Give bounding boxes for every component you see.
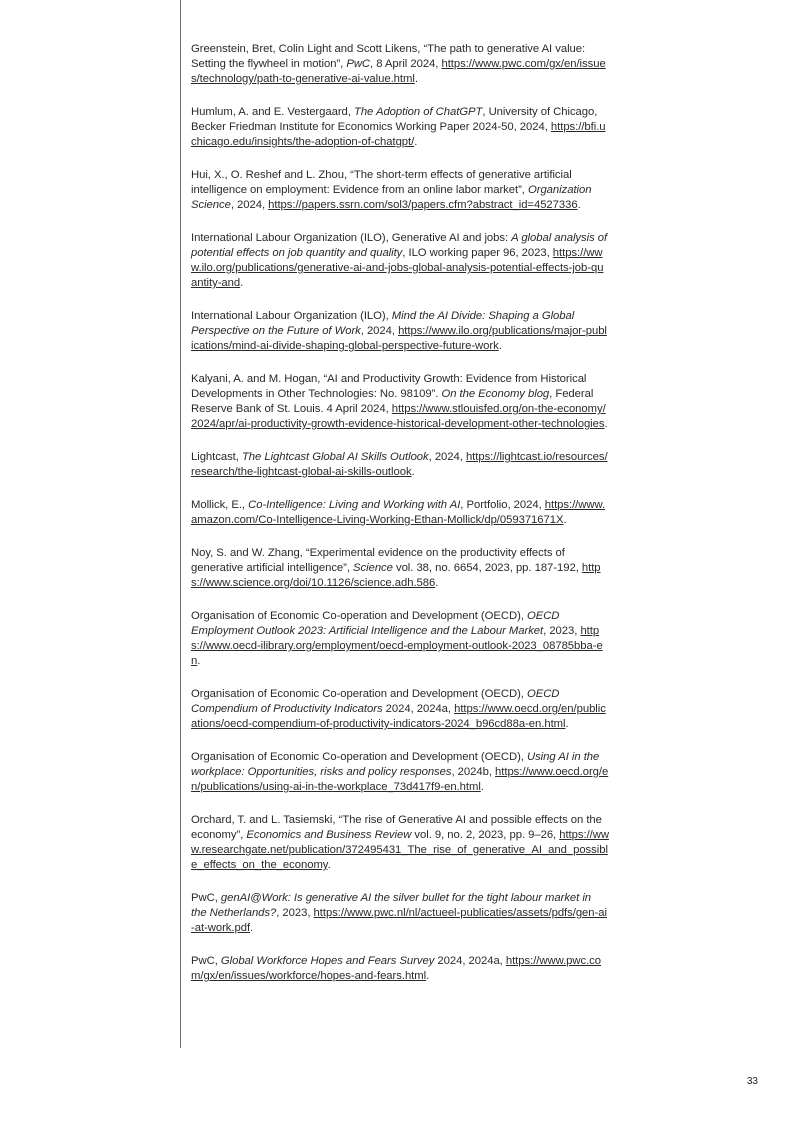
reference-list <box>191 42 609 1002</box>
reference-text: PwC, <box>191 955 221 967</box>
reference-title: The Adoption of ChatGPT <box>353 106 483 118</box>
reference-entry <box>191 372 609 432</box>
reference-title: Science <box>353 562 393 574</box>
reference-text: Hui, X., O. Reshef and L. Zhou, “The short-term effects of generative artificial intelligence on employment: Evidence from an online labor market”, <box>191 169 572 196</box>
reference-text: . <box>435 577 439 589</box>
reference-link[interactable]: https://www.ilo.org/publications/major-publications/mind-ai-divide-shaping-global-perspective-future-work <box>191 325 607 352</box>
reference-link[interactable]: https://www.science.org/doi/10.1126/science.adh.586 <box>191 562 601 589</box>
reference-text: , 8 April 2024, <box>370 58 442 70</box>
reference-text: Organisation of Economic Co-operation and Development (OECD), <box>191 751 527 763</box>
reference-link[interactable]: https://www.researchgate.net/publication/372495431_The_rise_of_generative_AI_and_possible_effects_on_the_economy <box>191 829 609 871</box>
reference-text: . <box>411 466 415 478</box>
reference-title: Co-Intelligence: Living and Working with AI <box>248 499 461 511</box>
reference-title: Mind the AI Divide: Shaping a Global Perspective on the Future of Work <box>191 310 575 337</box>
reference-entry <box>191 450 609 480</box>
reference-title: A global analysis of potential effects on job quantity and quality <box>191 232 608 259</box>
reference-title: genAI@Work: Is generative AI the silver bullet for the tight labour market in the Netherlands? <box>191 892 592 919</box>
reference-text: . <box>563 514 567 526</box>
reference-text: Lightcast, <box>191 451 242 463</box>
reference-title: Global Workforce Hopes and Fears Survey <box>220 955 435 967</box>
reference-text: Mollick, E., <box>191 499 249 511</box>
reference-entry <box>191 309 609 354</box>
reference-title: OECD Employment Outlook 2023: Artificial Intelligence and the Labour Market <box>191 610 560 637</box>
reference-text: . <box>197 655 201 667</box>
reference-text: . <box>426 970 430 982</box>
reference-link[interactable]: https://www.ilo.org/publications/generative-ai-and-jobs-global-analysis-potential-effects-job-quantity-and <box>191 247 604 289</box>
reference-text: . <box>480 781 484 793</box>
reference-text: Humlum, A. and E. Vestergaard, <box>191 106 354 118</box>
reference-entry <box>191 687 609 732</box>
reference-text: . <box>250 922 254 934</box>
reference-title: Using AI in the workplace: Opportunities, risks and policy responses <box>191 751 600 778</box>
reference-text: PwC, <box>191 892 221 904</box>
reference-link[interactable]: https://www.pwc.com/gx/en/issues/technology/path-to-generative-ai-value.html <box>191 58 606 85</box>
reference-text: 2024, 2024a, <box>382 703 455 715</box>
reference-text: . <box>414 136 418 148</box>
reference-text: , 2024b, <box>451 766 496 778</box>
reference-text: vol. 9, no. 2, 2023, pp. 9–26, <box>411 829 560 841</box>
reference-text: , 2023, <box>543 625 581 637</box>
reference-entry <box>191 498 609 528</box>
reference-link[interactable]: https://www.oecd.org/en/publications/oecd-compendium-of-productivity-indicators-2024_b96cd88a-en.html <box>191 703 606 730</box>
reference-link[interactable]: https://papers.ssrn.com/sol3/papers.cfm?abstract_id=4527336 <box>268 199 578 211</box>
reference-entry <box>191 105 609 150</box>
reference-title: Economics and Business Review <box>246 829 412 841</box>
reference-link[interactable]: https://www.pwc.nl/nl/actueel-publicaties/assets/pdfs/gen-ai-at-work.pdf <box>191 907 607 934</box>
reference-text: , 2023, <box>276 907 314 919</box>
reference-text: . <box>498 340 502 352</box>
reference-text: Greenstein, Bret, Colin Light and Scott Likens, “The path to generative AI value: Setting the flywheel in motion”, <box>191 43 586 70</box>
reference-entry <box>191 231 609 291</box>
reference-entry <box>191 42 609 87</box>
reference-text: . <box>604 418 608 430</box>
reference-entry <box>191 813 609 873</box>
reference-text: 2024, 2024a, <box>434 955 506 967</box>
reference-link[interactable]: https://lightcast.io/resources/research/the-lightcast-global-ai-skills-outlook <box>191 451 608 478</box>
reference-entry <box>191 168 609 213</box>
reference-text: International Labour Organization (ILO), <box>191 310 392 322</box>
reference-text: . <box>414 73 418 85</box>
reference-link[interactable]: https://www.pwc.com/gx/en/issues/workforce/hopes-and-fears.html <box>191 955 602 982</box>
reference-text: Noy, S. and W. Zhang, “Experimental evidence on the productivity effects of generative artificial intelligence”, <box>191 547 565 574</box>
reference-text: vol. 38, no. 6654, 2023, pp. 187-192, <box>392 562 582 574</box>
reference-text: , Federal Reserve Bank of St. Louis. 4 April 2024, <box>191 388 594 415</box>
reference-text: Orchard, T. and L. Tasiemski, “The rise of Generative AI and possible effects on the economy”, <box>191 814 602 841</box>
reference-title: OECD Compendium of Productivity Indicators <box>191 688 560 715</box>
reference-text: , Portfolio, 2024, <box>460 499 545 511</box>
reference-entry <box>191 954 609 984</box>
reference-entry <box>191 891 609 936</box>
reference-link[interactable]: https://www.stlouisfed.org/on-the-economy/2024/apr/ai-productivity-growth-evidence-historical-development-other-technologies <box>191 403 606 430</box>
reference-link[interactable]: https://www.oecd.org/en/publications/using-ai-in-the-workplace_73d417f9-en.html <box>191 766 609 793</box>
reference-entry <box>191 609 609 669</box>
reference-text: , University of Chicago, Becker Friedman Institute for Economics Working Paper 2024-50, 2024, <box>191 106 598 133</box>
reference-text: . <box>240 277 244 289</box>
reference-entry <box>191 546 609 591</box>
reference-text: . <box>577 199 581 211</box>
reference-text: . <box>327 859 331 871</box>
reference-link[interactable]: https://bfi.uchicago.edu/insights/the-adoption-of-chatgpt/ <box>191 121 606 148</box>
reference-title: Organization Science <box>191 184 592 211</box>
reference-text: . <box>565 718 569 730</box>
reference-text: , ILO working paper 96, 2023, <box>402 247 553 259</box>
reference-link[interactable]: https://www.oecd-ilibrary.org/employment/oecd-employment-outlook-2023_08785bba-en <box>191 625 603 667</box>
reference-entry <box>191 750 609 795</box>
reference-text: Organisation of Economic Co-operation and Development (OECD), <box>191 688 527 700</box>
reference-text: Kalyani, A. and M. Hogan, “AI and Productivity Growth: Evidence from Historical Developments in Other Technologies: No. 98109”. <box>191 373 587 400</box>
reference-link[interactable]: https://www.amazon.com/Co-Intelligence-Living-Working-Ethan-Mollick/dp/059371671X <box>191 499 606 526</box>
reference-title: The Lightcast Global AI Skills Outlook <box>241 451 429 463</box>
page-number: 33 <box>746 1076 758 1087</box>
margin-rule <box>180 0 181 1048</box>
reference-title: PwC <box>346 58 371 70</box>
reference-text: , 2024, <box>428 451 466 463</box>
reference-text: , 2024, <box>230 199 269 211</box>
reference-text: Organisation of Economic Co-operation and Development (OECD), <box>191 610 527 622</box>
reference-title: On the Economy blog <box>441 388 550 400</box>
reference-text: International Labour Organization (ILO), Generative AI and jobs: <box>191 232 512 244</box>
reference-text: , 2024, <box>360 325 399 337</box>
